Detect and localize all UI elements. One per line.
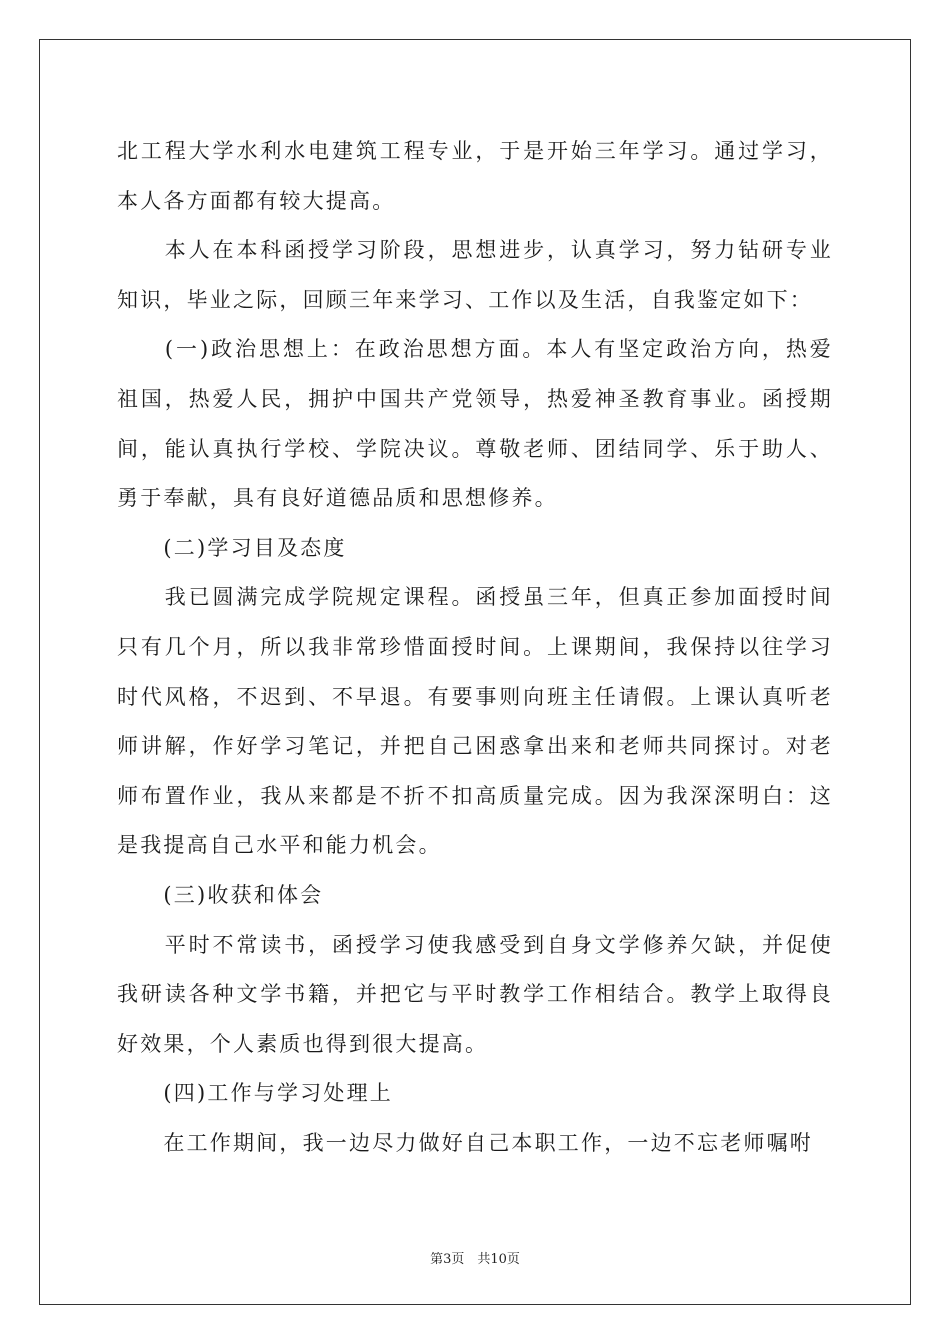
paragraph: 北工程大学水利水电建筑工程专业，于是开始三年学习。通过学习，本人各方面都有较大提高。 xyxy=(117,139,833,213)
page-footer xyxy=(0,1248,950,1267)
section-heading: (四)工作与学习处理上 xyxy=(117,1081,393,1106)
section-heading: (三)收获和体会 xyxy=(117,882,324,907)
paragraph: 在工作期间，我一边尽力做好自己本职工作，一边不忘老师嘱咐 xyxy=(117,1130,813,1155)
paragraph: 我已圆满完成学院规定课程。函授虽三年，但真正参加面授时间只有几个月，所以我非常珍惜面授时间。上课期间，我保持以往学习时代风格，不迟到、不早退。有要事则向班主任请假。上课认真听老师讲解，作好学习笔记，并把自己困惑拿出来和老师共同探讨。对老师布置作业，我从来都是不折不扣高质量完成。因为我深深明白：这是我提高自己水平和能力机会。 xyxy=(117,585,833,858)
paragraph: 平时不常读书，函授学习使我感受到自身文学修养欠缺，并促使我研读各种文学书籍，并把它与平时教学工作相结合。教学上取得良好效果，个人素质也得到很大提高。 xyxy=(117,932,833,1056)
section-heading: (二)学习目及态度 xyxy=(117,535,347,560)
document-body xyxy=(117,127,833,1168)
paragraph: (一)政治思想上：在政治思想方面。本人有坚定政治方向，热爱祖国，热爱人民，拥护中国共产党领导，热爱神圣教育事业。函授期间，能认真执行学校、学院决议。尊敬老师、团结同学、乐于助人、勇于奉献，具有良好道德品质和思想修养。 xyxy=(117,337,833,511)
paragraph: 本人在本科函授学习阶段，思想进步，认真学习，努力钻研专业知识，毕业之际，回顾三年来学习、工作以及生活，自我鉴定如下： xyxy=(117,238,833,312)
page-number: 第3页 共10页 xyxy=(430,1252,520,1267)
